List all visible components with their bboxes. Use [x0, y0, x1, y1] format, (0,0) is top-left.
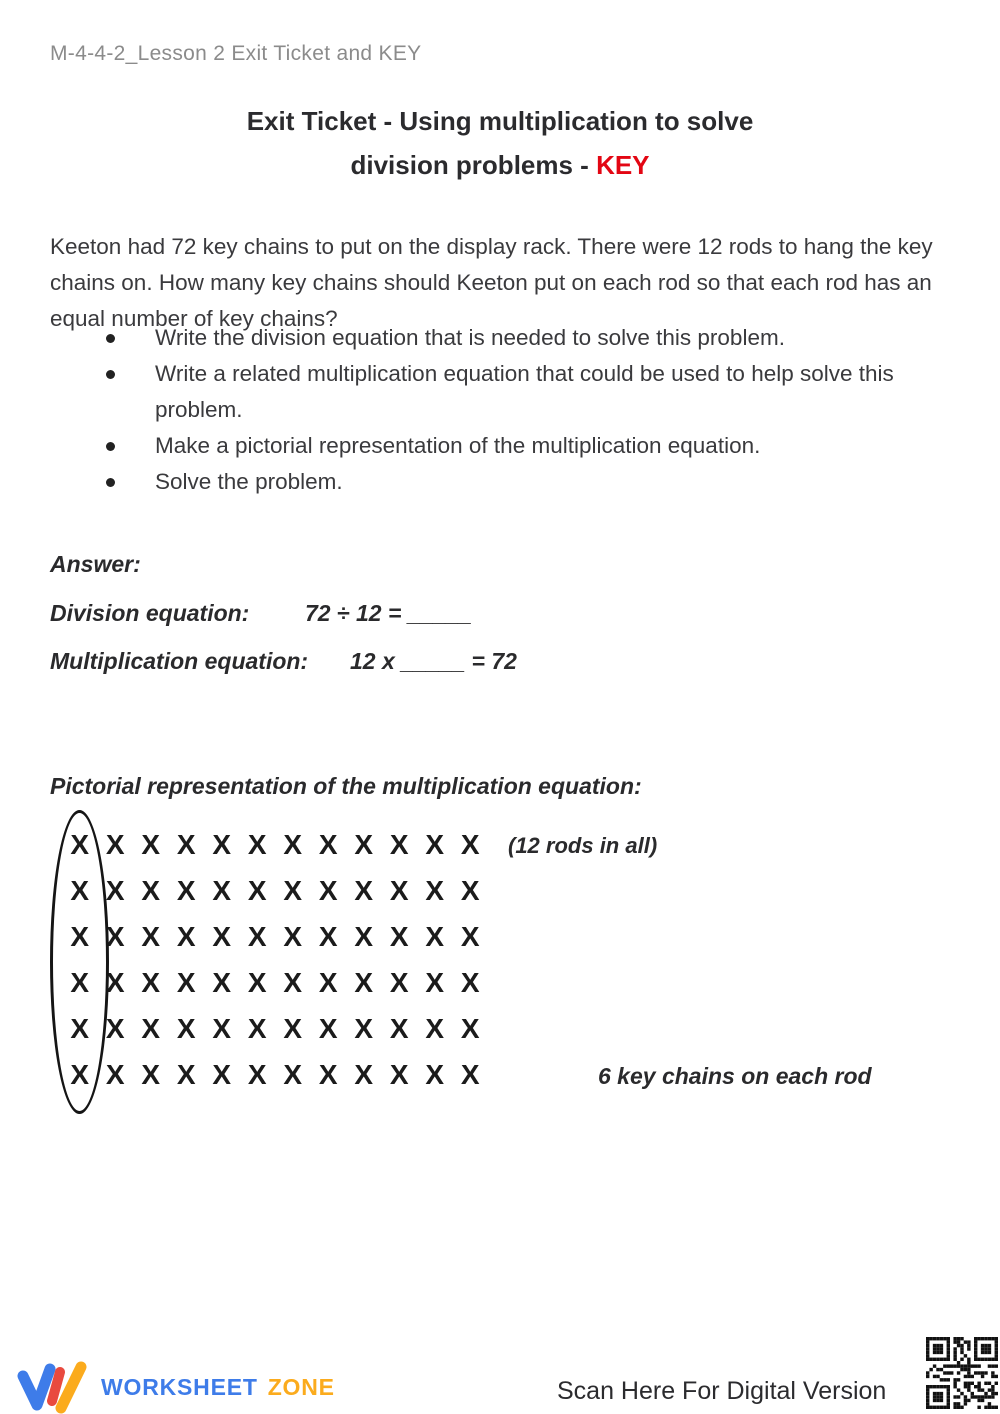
x-grid-row — [62, 960, 488, 1006]
x-mark: X — [247, 921, 267, 952]
x-mark: X — [460, 1013, 480, 1044]
x-mark: X — [141, 829, 161, 860]
x-mark: X — [105, 875, 125, 906]
worksheetzone-logo-icon — [16, 1360, 94, 1414]
x-mark: X — [460, 875, 480, 906]
x-mark: X — [354, 875, 374, 906]
x-mark: X — [318, 967, 338, 998]
x-mark: X — [354, 921, 374, 952]
x-mark: X — [247, 829, 267, 860]
x-mark: X — [176, 1059, 196, 1090]
multiplication-equation-label: Multiplication equation: — [50, 648, 309, 674]
x-mark: X — [460, 921, 480, 952]
x-mark: X — [141, 1059, 161, 1090]
qr-code — [926, 1337, 998, 1409]
x-mark: X — [283, 1013, 303, 1044]
x-mark: X — [425, 1059, 445, 1090]
x-mark: X — [247, 1059, 267, 1090]
division-equation-label: Division equation: — [50, 600, 250, 626]
x-mark: X — [389, 921, 409, 952]
instruction-item: Write the division equation that is needed to solve this problem. — [50, 320, 960, 356]
problem-statement: Keeton had 72 key chains to put on the display rack. There were 12 rods to hang the key chains on. How many key chains should Keeton put on each rod so that each rod has an equal number of key chains? — [50, 233, 933, 331]
instruction-item: Solve the problem. — [50, 464, 960, 500]
x-mark: X — [389, 829, 409, 860]
x-mark: X — [176, 829, 196, 860]
x-mark: X — [318, 1059, 338, 1090]
x-mark: X — [70, 921, 90, 952]
x-mark: X — [247, 875, 267, 906]
x-mark: X — [70, 1059, 90, 1090]
x-mark: X — [425, 967, 445, 998]
circled-column-ellipse — [50, 810, 109, 1114]
x-grid-row — [62, 868, 488, 914]
x-mark: X — [389, 1013, 409, 1044]
logo-text-worksheet: WORKSHEET — [101, 1373, 258, 1400]
x-mark: X — [318, 875, 338, 906]
x-grid-row — [62, 1006, 488, 1052]
document-header-filename: M-4-4-2_Lesson 2 Exit Ticket and KEY — [50, 42, 422, 65]
x-mark: X — [283, 875, 303, 906]
x-mark: X — [105, 921, 125, 952]
x-grid-row — [62, 914, 488, 960]
worksheetzone-logo — [16, 1360, 335, 1414]
x-mark: X — [318, 829, 338, 860]
x-mark: X — [460, 829, 480, 860]
x-mark: X — [247, 1013, 267, 1044]
rods-annotation: (12 rods in all) — [508, 833, 658, 858]
x-mark: X — [105, 1013, 125, 1044]
worksheet-title — [0, 99, 1000, 187]
instruction-item: Make a pictorial representation of the multiplication equation. — [50, 428, 960, 464]
x-mark: X — [70, 829, 90, 860]
x-mark: X — [389, 875, 409, 906]
x-mark: X — [105, 1059, 125, 1090]
scan-here-label: Scan Here For Digital Version — [557, 1377, 887, 1405]
x-mark: X — [425, 829, 445, 860]
per-rod-annotation: 6 key chains on each rod — [598, 1063, 872, 1089]
x-mark: X — [247, 967, 267, 998]
x-mark: X — [283, 829, 303, 860]
x-mark: X — [354, 1013, 374, 1044]
x-mark: X — [212, 829, 232, 860]
answer-heading: Answer: — [50, 551, 141, 577]
division-equation-value: 72 ÷ 12 = _____ — [305, 600, 472, 626]
title-line2: division problems - — [350, 150, 597, 180]
x-mark: X — [212, 967, 232, 998]
x-mark: X — [389, 1059, 409, 1090]
x-mark: X — [318, 1013, 338, 1044]
x-mark: X — [425, 921, 445, 952]
x-grid — [62, 822, 488, 1098]
x-mark: X — [354, 1059, 374, 1090]
x-mark: X — [70, 875, 90, 906]
x-mark: X — [425, 875, 445, 906]
x-mark: X — [354, 829, 374, 860]
x-mark: X — [460, 967, 480, 998]
x-mark: X — [212, 875, 232, 906]
x-mark: X — [105, 829, 125, 860]
x-mark: X — [176, 967, 196, 998]
x-mark: X — [425, 1013, 445, 1044]
x-mark: X — [176, 921, 196, 952]
x-mark: X — [283, 967, 303, 998]
x-mark: X — [141, 875, 161, 906]
x-mark: X — [141, 1013, 161, 1044]
multiplication-equation-value: 12 x _____ = 72 — [350, 648, 517, 674]
x-mark: X — [389, 967, 409, 998]
x-mark: X — [212, 1059, 232, 1090]
x-mark: X — [70, 1013, 90, 1044]
logo-text-zone: ZONE — [267, 1373, 335, 1400]
x-mark: X — [318, 921, 338, 952]
x-mark: X — [283, 921, 303, 952]
instruction-item: Write a related multiplication equation that could be used to help solve this problem. — [50, 356, 960, 428]
pictorial-heading: Pictorial representation of the multiplication equation: — [50, 773, 642, 799]
x-mark: X — [354, 967, 374, 998]
x-mark: X — [283, 1059, 303, 1090]
x-mark: X — [460, 1059, 480, 1090]
x-grid-row — [62, 822, 488, 868]
title-key-label: KEY — [596, 150, 650, 180]
x-mark: X — [176, 875, 196, 906]
title-line1: Exit Ticket - Using multiplication to solve — [246, 106, 754, 136]
x-grid-row — [62, 1052, 488, 1098]
x-mark: X — [141, 967, 161, 998]
x-mark: X — [212, 1013, 232, 1044]
x-mark: X — [212, 921, 232, 952]
x-mark: X — [141, 921, 161, 952]
instruction-list — [50, 320, 910, 500]
x-mark: X — [176, 1013, 196, 1044]
x-mark: X — [70, 967, 90, 998]
x-mark: X — [105, 967, 125, 998]
